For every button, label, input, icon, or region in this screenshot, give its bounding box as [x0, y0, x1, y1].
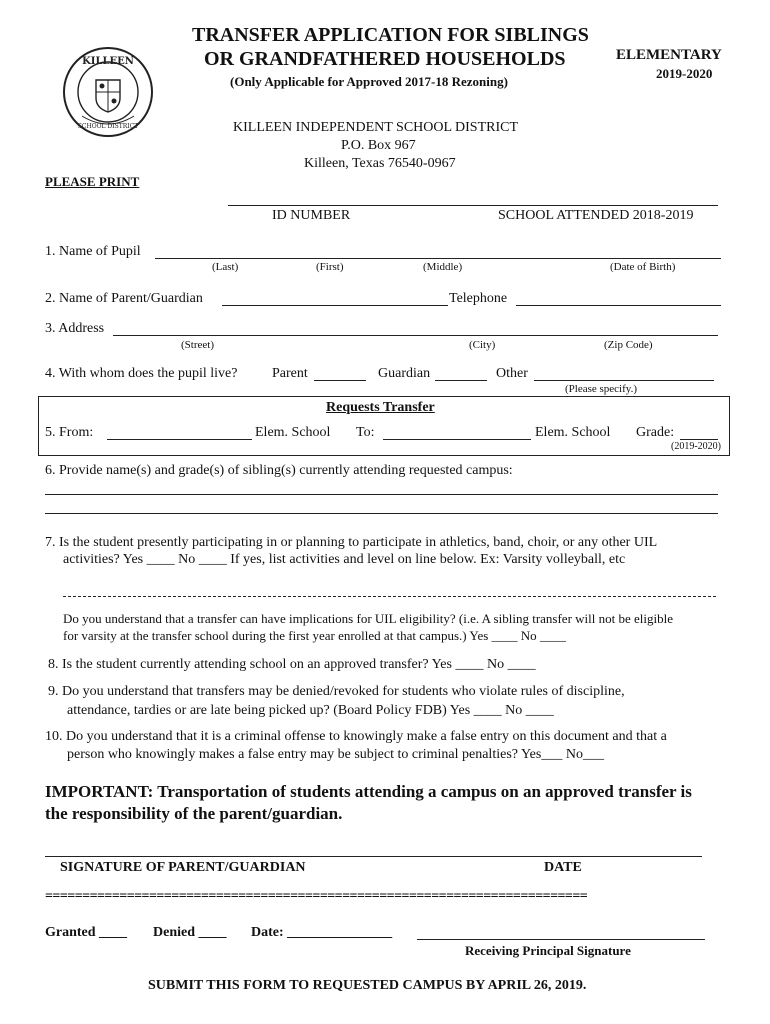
q4-parent-option: Parent — [272, 366, 308, 381]
q2-parent-name-field[interactable] — [222, 305, 448, 306]
q7-uil-eligibility-line1: Do you understand that a transfer can have implications for UIL eligibility? (i.e. A sibling transfer will not be eligible — [63, 611, 673, 626]
q8-approved-transfer-question: 8. Is the student currently attending school on an approved transfer? Yes ____ No ____ — [48, 657, 536, 672]
q3-zip-caption: (Zip Code) — [604, 339, 653, 351]
q3-address-label: 3. Address — [45, 321, 105, 336]
q3-street-caption: (Street) — [181, 339, 214, 351]
parent-signature-line[interactable] — [45, 856, 702, 857]
q1-first-caption: (First) — [316, 261, 344, 273]
q3-address-field[interactable] — [113, 335, 718, 336]
transfer-from-elem-label: Elem. School — [255, 425, 331, 440]
school-attended-label: SCHOOL ATTENDED 2018-2019 — [498, 208, 694, 223]
principal-signature-line[interactable] — [417, 939, 705, 940]
form-subtitle: (Only Applicable for Approved 2017-18 Rezoning) — [230, 74, 508, 89]
office-use-divider: ========================================================================= — [45, 889, 588, 904]
q2-telephone-field[interactable] — [516, 305, 721, 306]
q7-activities-field[interactable] — [63, 596, 716, 597]
district-po-box: P.O. Box 967 — [341, 138, 416, 153]
q1-name-of-pupil-label: 1. Name of Pupil — [45, 244, 141, 259]
office-date-field[interactable]: Date: _______________ — [251, 925, 393, 940]
q4-parent-field[interactable] — [314, 380, 366, 381]
q4-other-option: Other — [496, 366, 528, 381]
q7-uil-eligibility-line2: for varsity at the transfer school during the first year enrolled at that campus.) Yes ____ No ____ — [63, 628, 566, 643]
q6-siblings-line-2[interactable] — [45, 513, 718, 514]
transfer-from-school-field[interactable] — [107, 439, 252, 440]
transfer-from-label: 5. From: — [45, 425, 94, 440]
q4-guardian-field[interactable] — [435, 380, 487, 381]
q4-other-field[interactable] — [534, 380, 714, 381]
signature-date-label: DATE — [544, 860, 582, 875]
parent-signature-label: SIGNATURE OF PARENT/GUARDIAN — [60, 860, 306, 875]
denied-field[interactable]: Denied ____ — [153, 925, 227, 940]
form-title-line2: OR GRANDFATHERED HOUSEHOLDS — [204, 48, 566, 70]
q3-city-caption: (City) — [469, 339, 496, 351]
id-school-line[interactable] — [228, 205, 718, 206]
q7-uil-question-line1: 7. Is the student presently participating in or planning to participate in athletics, band, choir, or any other UIL — [45, 535, 658, 550]
principal-signature-label: Receiving Principal Signature — [465, 943, 631, 958]
district-city-state: Killeen, Texas 76540-0967 — [304, 156, 456, 171]
svg-text:KILLEEN: KILLEEN — [82, 56, 134, 67]
important-notice-line1: IMPORTANT: Transportation of students attending a campus on an approved transfer is — [45, 782, 692, 801]
q1-last-caption: (Last) — [212, 261, 239, 273]
requests-transfer-heading: Requests Transfer — [326, 400, 435, 415]
transfer-grade-year: (2019-2020) — [671, 441, 721, 452]
transfer-to-label: To: — [356, 425, 375, 440]
q1-middle-caption: (Middle) — [423, 261, 463, 273]
q1-dob-caption: (Date of Birth) — [610, 261, 676, 273]
transfer-to-school-field[interactable] — [383, 439, 531, 440]
level-label: ELEMENTARY — [616, 47, 722, 63]
q6-siblings-line-1[interactable] — [45, 494, 718, 495]
q2-parent-name-label: 2. Name of Parent/Guardian — [45, 291, 203, 306]
q10-false-entry-line2: person who knowingly makes a false entry may be subject to criminal penalties? Yes___ No___ — [67, 747, 604, 762]
q1-name-of-pupil-field[interactable] — [155, 258, 721, 259]
transfer-to-elem-label: Elem. School — [535, 425, 611, 440]
form-title-line1: TRANSFER APPLICATION FOR SIBLINGS — [192, 24, 589, 46]
school-year: 2019-2020 — [656, 66, 713, 81]
granted-field[interactable]: Granted ____ — [45, 925, 128, 940]
district-name: KILLEEN INDEPENDENT SCHOOL DISTRICT — [233, 120, 519, 135]
q2-telephone-label: Telephone — [449, 291, 508, 306]
id-number-label: ID NUMBER — [272, 208, 351, 223]
requests-transfer-box — [38, 396, 730, 456]
transfer-grade-label: Grade: — [636, 425, 675, 440]
q9-denied-revoked-line1: 9. Do you understand that transfers may be denied/revoked for students who violate rules of discipline, — [48, 684, 625, 699]
q7-uil-question-line2: activities? Yes ____ No ____ If yes, list activities and level on line below. Ex: Varsity volleyball, etc — [63, 552, 626, 567]
q10-false-entry-line1: 10. Do you understand that it is a criminal offense to knowingly make a false entry on this document and that a — [45, 729, 667, 744]
important-notice-line2: the responsibility of the parent/guardian. — [45, 804, 343, 823]
q4-guardian-option: Guardian — [378, 366, 431, 381]
q4-specify-caption: (Please specify.) — [565, 383, 637, 395]
q9-denied-revoked-line2: attendance, tardies or are late being picked up? (Board Policy FDB) Yes ____ No ____ — [67, 703, 554, 718]
submit-deadline-notice: SUBMIT THIS FORM TO REQUESTED CAMPUS BY APRIL 26, 2019. — [148, 978, 587, 993]
q6-siblings-label: 6. Provide name(s) and grade(s) of sibling(s) currently attending requested campus: — [45, 463, 513, 478]
transfer-grade-field[interactable] — [680, 439, 718, 440]
district-seal-logo — [62, 46, 154, 138]
please-print: PLEASE PRINT — [45, 174, 140, 189]
svg-text:SCHOOL DISTRICT: SCHOOL DISTRICT — [77, 123, 139, 130]
q4-lives-with-label: 4. With whom does the pupil live? — [45, 366, 238, 381]
